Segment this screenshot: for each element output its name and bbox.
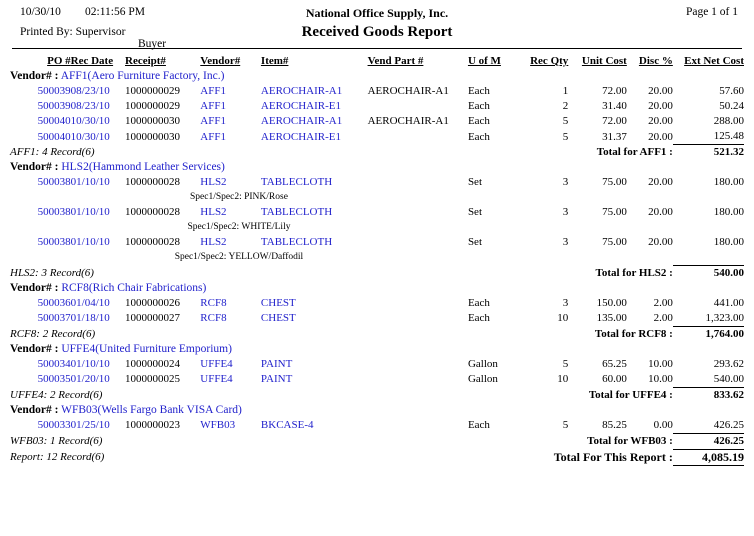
cell-po[interactable]: 500037 (37, 312, 71, 324)
cell-disc: 20.00 (648, 115, 673, 127)
cell-disc: 20.00 (648, 206, 673, 218)
vendor-group-total-label: Total for UFFE4 : (588, 388, 673, 401)
cell-ext-net-cost: 1,323.00 (705, 311, 744, 324)
cell-po[interactable]: 500038 (37, 236, 71, 248)
cell-vendor[interactable]: RCF8 (200, 296, 227, 309)
cell-unit-cost: 31.40 (602, 100, 627, 112)
vendor-group-header-cell (10, 342, 744, 357)
col-unit-cost: Unit Cost (581, 55, 627, 67)
cell-rec-date: 08/23/10 (70, 85, 110, 97)
col-ext-net-cost: Ext Net Cost (684, 55, 744, 67)
cell-unit-cost: 75.00 (602, 236, 627, 248)
cell-unit-cost: 135.00 (596, 312, 627, 324)
table-row (10, 84, 744, 99)
cell-disc: 2.00 (653, 312, 673, 324)
vendor-group-header (10, 69, 744, 84)
vendor-group-total-label: Total for RCF8 : (594, 327, 673, 340)
vendor-group-record-count: AFF1: 4 Record(6) (10, 146, 95, 158)
vendor-group-total-row (10, 433, 744, 449)
cell-uom: Gallon (467, 373, 498, 385)
cell-rec-date: 01/04/10 (70, 296, 110, 309)
cell-unit-cost: 75.00 (602, 206, 627, 218)
cell-ext-net-cost: 57.60 (719, 85, 744, 97)
cell-disc: 20.00 (648, 176, 673, 188)
spec-detail-row (10, 220, 744, 235)
cell-uom: Set (467, 176, 482, 188)
vendor-group-header (10, 403, 744, 418)
cell-ext-net-cost: 441.00 (713, 296, 744, 309)
cell-vend-part: AEROCHAIR-A1 (367, 115, 449, 127)
vendor-name-link[interactable]: UFFE4(United Furniture Emporium) (58, 342, 232, 355)
cell-rec-date: 10/30/10 (70, 115, 110, 127)
received-goods-table (10, 49, 744, 466)
cell-item[interactable]: AEROCHAIR-E1 (260, 100, 341, 112)
cell-item[interactable]: AEROCHAIR-A1 (260, 85, 343, 97)
cell-vendor[interactable]: HLS2 (200, 206, 227, 218)
cell-rec-date: 01/25/10 (70, 419, 110, 431)
table-header-row (10, 49, 744, 69)
table-row (10, 357, 744, 372)
cell-item[interactable]: CHEST (260, 296, 296, 309)
cell-po[interactable]: 500036 (37, 296, 71, 309)
cell-receipt: 1000000025 (125, 373, 180, 385)
table-row (10, 296, 744, 311)
col-uom: U of M (467, 55, 501, 67)
cell-receipt: 1000000028 (125, 236, 180, 248)
cell-vend-part (368, 175, 468, 190)
cell-receipt: 1000000030 (125, 130, 180, 143)
buyer-label: Buyer (138, 38, 167, 50)
cell-uom: Set (467, 206, 482, 218)
vendor-group-record-count: RCF8: 2 Record(6) (10, 327, 96, 340)
cell-vendor[interactable]: AFF1 (200, 130, 226, 143)
cell-rec-date: 01/20/10 (70, 373, 110, 385)
cell-unit-cost: 72.00 (602, 85, 627, 97)
cell-po[interactable]: 500038 (37, 176, 71, 188)
cell-receipt: 1000000028 (125, 176, 180, 188)
cell-vendor[interactable]: WFB03 (200, 419, 236, 431)
cell-po[interactable]: 500039 (37, 100, 71, 112)
page-title: Received Goods Report (301, 24, 453, 40)
cell-rec-qty: 10 (557, 373, 569, 385)
table-row (10, 175, 744, 190)
vendor-name-link[interactable]: AFF1(Aero Furniture Factory, Inc.) (58, 70, 225, 82)
cell-rec-qty: 3 (562, 206, 569, 218)
col-rec-date: Rec Date (70, 55, 114, 67)
spec-detail-pad (468, 250, 744, 265)
cell-uom: Set (467, 236, 482, 248)
col-item: Item# (260, 55, 289, 67)
report-date: 10/30/10 (20, 6, 61, 18)
table-row (10, 235, 744, 250)
cell-ext-net-cost: 180.00 (713, 206, 744, 218)
table-row (10, 205, 744, 220)
cell-item[interactable]: CHEST (260, 312, 296, 324)
table-body (10, 69, 744, 465)
cell-unit-cost: 31.37 (602, 130, 627, 143)
vendor-group-total-amount: 540.00 (673, 265, 744, 281)
cell-vendor[interactable]: HLS2 (200, 176, 227, 188)
cell-po[interactable]: 500040 (37, 130, 71, 143)
vendor-group-total-row (10, 326, 744, 342)
cell-unit-cost: 65.25 (602, 357, 627, 370)
vendor-group-record-count: WFB03: 1 Record(6) (10, 435, 103, 447)
vendor-group-total-label: Total for WFB03 : (587, 435, 673, 447)
table-row (10, 129, 744, 145)
cell-disc: 20.00 (648, 85, 673, 97)
cell-vend-part: AEROCHAIR-A1 (367, 85, 449, 97)
cell-uom: Each (467, 419, 490, 431)
cell-rec-date: 01/10/10 (70, 357, 110, 370)
cell-unit-cost: 85.25 (602, 419, 627, 431)
cell-unit-cost: 150.00 (596, 296, 627, 309)
vendor-group-total-amount: 833.62 (673, 387, 744, 403)
cell-uom: Gallon (467, 357, 498, 370)
table-row (10, 114, 744, 129)
cell-receipt: 1000000029 (125, 85, 180, 97)
cell-rec-qty: 5 (562, 130, 569, 143)
cell-po[interactable]: 500038 (37, 206, 71, 218)
vendor-name-link[interactable]: WFB03(Wells Fargo Bank VISA Card) (58, 403, 242, 416)
spec-detail-text: Spec1/Spec2: WHITE/Lily (187, 222, 291, 232)
vendor-prefix-label: Vendor# : (10, 403, 59, 416)
cell-rec-date: 08/23/10 (70, 100, 110, 112)
cell-ext-net-cost: 426.25 (713, 418, 744, 431)
vendor-group-total-amount: 521.32 (673, 145, 744, 161)
cell-vendor[interactable]: HLS2 (200, 236, 227, 248)
cell-unit-cost: 75.00 (602, 176, 627, 188)
cell-item[interactable]: AEROCHAIR-E1 (260, 130, 341, 143)
cell-vend-part (368, 372, 468, 388)
report-time: 02:11:56 PM (85, 6, 145, 18)
cell-rec-qty: 5 (562, 419, 569, 431)
cell-ext-net-cost: 50.24 (719, 100, 744, 112)
cell-rec-date: 01/10/10 (70, 206, 110, 218)
vendor-group-total-amount: 426.25 (673, 433, 744, 449)
table-row (10, 418, 744, 434)
vendor-prefix-label: Vendor# : (10, 161, 59, 173)
cell-receipt: 1000000023 (125, 419, 180, 431)
cell-item[interactable]: PAINT (260, 373, 293, 385)
cell-vend-part (368, 99, 468, 114)
table-row (10, 99, 744, 114)
cell-uom: Each (467, 115, 490, 127)
table-row (10, 372, 744, 388)
cell-item[interactable]: PAINT (260, 357, 293, 370)
cell-uom: Each (467, 100, 490, 112)
cell-item[interactable]: TABLECLOTH (260, 206, 333, 218)
cell-item[interactable]: TABLECLOTH (260, 236, 333, 248)
printed-by: Printed By: Supervisor (20, 26, 126, 38)
company-name: National Office Supply, Inc. (305, 6, 449, 20)
cell-rec-qty: 3 (562, 176, 569, 188)
cell-vend-part (368, 311, 468, 327)
spec-detail-text: Spec1/Spec2: YELLOW/Daffodil (174, 252, 304, 262)
cell-rec-qty: 5 (562, 115, 569, 127)
vendor-name-link[interactable]: RCF8(Rich Chair Fabrications) (58, 281, 207, 294)
cell-item[interactable]: AEROCHAIR-A1 (260, 115, 343, 127)
vendor-prefix-label: Vendor# : (10, 281, 59, 294)
vendor-group-total-row (10, 265, 744, 281)
cell-unit-cost: 72.00 (602, 115, 627, 127)
cell-po[interactable]: 500040 (37, 115, 71, 127)
cell-vend-part (368, 235, 468, 250)
report-header-line1 (10, 6, 744, 24)
cell-rec-qty: 5 (562, 357, 569, 370)
cell-vendor[interactable]: UFFE4 (200, 357, 233, 370)
cell-rec-qty: 3 (562, 236, 569, 248)
col-vend-part: Vend Part # (367, 55, 424, 67)
vendor-group-header-cell (10, 69, 744, 84)
cell-rec-date: 01/18/10 (70, 312, 110, 324)
cell-uom: Each (467, 312, 490, 324)
cell-disc: 10.00 (648, 373, 673, 385)
report-total-row (10, 449, 744, 465)
cell-vend-part (368, 296, 468, 311)
cell-disc: 2.00 (653, 296, 673, 309)
cell-unit-cost: 60.00 (602, 373, 627, 385)
cell-po[interactable]: 500033 (37, 419, 71, 431)
cell-item[interactable]: TABLECLOTH (260, 176, 333, 188)
vendor-group-header (10, 160, 744, 175)
cell-vend-part (368, 129, 468, 145)
vendor-group-total-amount: 1,764.00 (673, 326, 744, 342)
cell-vendor[interactable]: AFF1 (200, 115, 226, 127)
cell-disc: 20.00 (648, 130, 673, 143)
vendor-group-record-count: HLS2: 3 Record(6) (10, 266, 94, 279)
cell-receipt: 1000000024 (125, 357, 180, 370)
cell-disc: 20.00 (648, 236, 673, 248)
vendor-group-header-cell (10, 403, 744, 418)
cell-po[interactable]: 500039 (37, 85, 71, 97)
cell-rec-qty: 2 (562, 100, 569, 112)
cell-ext-net-cost: 180.00 (713, 176, 744, 188)
cell-disc: 20.00 (648, 100, 673, 112)
col-disc: Disc % (638, 55, 673, 67)
col-po: PO # (47, 55, 71, 67)
vendor-group-header (10, 281, 744, 296)
report-total-amount: 4,085.19 (673, 449, 744, 465)
vendor-group-header-cell (10, 160, 744, 175)
cell-item[interactable]: BKCASE-4 (260, 419, 314, 431)
cell-ext-net-cost: 293.62 (713, 357, 744, 370)
cell-vend-part (368, 205, 468, 220)
vendor-group-total-label: Total for AFF1 : (596, 146, 673, 158)
vendor-group-header-cell (10, 281, 744, 296)
cell-rec-date: 10/30/10 (70, 130, 110, 143)
report-header-line2 (10, 24, 744, 50)
cell-disc: 10.00 (648, 357, 673, 370)
cell-ext-net-cost: 180.00 (713, 236, 744, 248)
cell-receipt: 1000000030 (125, 115, 180, 127)
cell-vend-part (368, 418, 468, 434)
cell-po[interactable]: 500035 (37, 373, 71, 385)
cell-receipt: 1000000028 (125, 206, 180, 218)
table-row (10, 311, 744, 327)
spec-detail-pad (468, 190, 744, 205)
vendor-group-header (10, 342, 744, 357)
cell-receipt: 1000000029 (125, 100, 180, 112)
cell-vendor[interactable]: AFF1 (200, 100, 226, 112)
cell-receipt: 1000000027 (125, 312, 180, 324)
page-number: Page 1 of 1 (685, 6, 738, 18)
col-vendor: Vendor# (200, 55, 241, 67)
vendor-prefix-label: Vendor# : (10, 342, 59, 355)
spec-detail-row (10, 250, 744, 265)
cell-uom: Each (467, 130, 490, 143)
vendor-prefix-label: Vendor# : (10, 70, 59, 82)
cell-ext-net-cost: 288.00 (713, 115, 744, 127)
report-record-count: Report: 12 Record(6) (10, 451, 105, 463)
col-receipt: Receipt# (125, 55, 166, 67)
vendor-group-total-row (10, 145, 744, 161)
cell-vendor[interactable]: RCF8 (200, 312, 227, 324)
cell-uom: Each (467, 296, 490, 309)
spec-detail-pad (468, 220, 744, 235)
cell-vend-part (368, 357, 468, 372)
cell-ext-net-cost: 540.00 (713, 372, 744, 385)
cell-ext-net-cost: 125.48 (713, 130, 744, 142)
spec-detail-row (10, 190, 744, 205)
cell-disc: 0.00 (653, 419, 673, 431)
cell-vendor[interactable]: AFF1 (200, 85, 226, 97)
cell-uom: Each (467, 85, 490, 97)
cell-rec-qty: 1 (562, 85, 569, 97)
cell-rec-date: 01/10/10 (70, 176, 110, 188)
cell-po[interactable]: 500034 (37, 357, 71, 370)
cell-receipt: 1000000026 (125, 296, 180, 309)
report-total-label: Total For This Report : (553, 450, 673, 464)
cell-rec-qty: 3 (562, 296, 569, 309)
cell-rec-qty: 10 (557, 312, 569, 324)
col-rec-qty: Rec Qty (530, 55, 569, 67)
vendor-group-total-label: Total for HLS2 : (595, 266, 673, 279)
cell-rec-date: 01/10/10 (70, 236, 110, 248)
cell-vendor[interactable]: UFFE4 (200, 373, 233, 385)
vendor-group-record-count: UFFE4: 2 Record(6) (10, 388, 103, 401)
vendor-name-link[interactable]: HLS2(Hammond Leather Services) (58, 161, 225, 173)
spec-detail-text: Spec1/Spec2: PINK/Rose (190, 192, 288, 202)
vendor-group-total-row (10, 387, 744, 403)
